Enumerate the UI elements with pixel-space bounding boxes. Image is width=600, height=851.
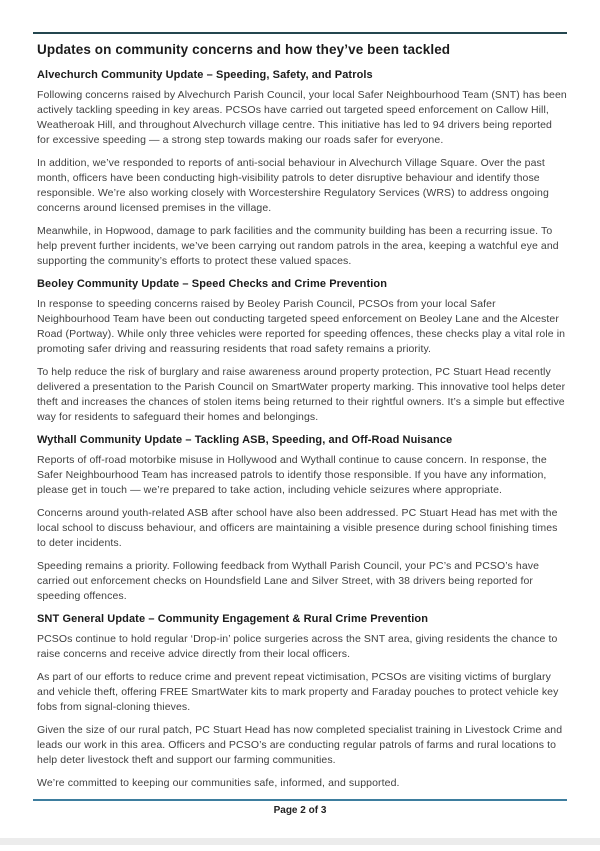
- paragraph: Given the size of our rural patch, PC Stuart Head has now completed specialist training in Livestock Crime and leads our work in this area. Officers and PCSO’s are conducting regular patrols of farms and rural locations to help deter livestock theft and support our farming communities.: [37, 724, 563, 766]
- section-heading-beoley: Beoley Community Update – Speed Checks and Crime Prevention: [37, 278, 388, 290]
- section-heading-wythall: Wythall Community Update – Tackling ASB, Speeding, and Off-Road Nuisance: [37, 434, 453, 446]
- top-rule: [33, 32, 567, 34]
- paragraph: Following concerns raised by Alvechurch Parish Council, your local Safer Neighbourhood Team (SNT) has been actively tackling speeding in key areas. PCSOs have carried out targeted speed enforcement on Callow Hill, Weatheroak Hill, and throughout Alvechurch village centre. This initiative has led to 94 drivers being reported for excessive speeding — a strong step towards making our roads safer for everyone.: [37, 89, 567, 146]
- paragraph: Reports of off-road motorbike misuse in Hollywood and Wythall continue to cause concern. In response, the Safer Neighbourhood Team has increased patrols to identify those responsible. If you have any information, please get in touch — we’re prepared to take action, including vehicle seizures where appropriate.: [37, 454, 547, 496]
- section-heading-snt-general: SNT General Update – Community Engagement & Rural Crime Prevention: [37, 613, 429, 625]
- paragraph: As part of our efforts to reduce crime and prevent repeat victimisation, PCSOs are visiting victims of burglary and vehicle theft, offering FREE SmartWater kits to mark property and Faraday pouches to protect vehicle key fobs from signal-cloning thieves.: [37, 671, 559, 713]
- page-number: Page 2 of 3: [273, 805, 327, 816]
- paragraph: To help reduce the risk of burglary and raise awareness around property protection, PC Stuart Head recently delivered a presentation to the Parish Council on SmartWater property marking. This innovative tool helps deter theft and increases the chances of stolen items being returned to their rightful owners. It’s a simple but effective way for residents to safeguard their homes and belongings.: [37, 366, 566, 423]
- paragraph: PCSOs continue to hold regular ‘Drop-in’ police surgeries across the SNT area, giving residents the chance to raise concerns and receive advice directly from their local officers.: [37, 633, 558, 660]
- paragraph: Meanwhile, in Hopwood, damage to park facilities and the community building has been a recurring issue. To help prevent further incidents, we’ve been carrying out random patrols in the area, keeping a watchful eye and supporting the community’s efforts to protect these valued spaces.: [37, 225, 559, 267]
- paragraph: In addition, we’ve responded to reports of anti-social behaviour in Alvechurch Village Square. Over the past month, officers have been conducting high-visibility patrols to deter disruptive behaviour and identify those responsible. We’re also working closely with Worcestershire Regulatory Services (WRS) to address ongoing concerns around licensed premises in the village.: [37, 157, 549, 214]
- paragraph: Speeding remains a priority. Following feedback from Wythall Parish Council, your PC’s and PCSO’s have carried out enforcement checks on Houndsfield Lane and Silver Street, with 38 drivers being reported for speeding offences.: [37, 560, 540, 602]
- paragraph: Concerns around youth-related ASB after school have also been addressed. PC Stuart Head has met with the local school to discuss behaviour, and officers are maintaining a visible presence during school finishing times to deter incidents.: [37, 507, 558, 549]
- paragraph: In response to speeding concerns raised by Beoley Parish Council, PCSOs from your local Safer Neighbourhood Team have been out conducting targeted speed enforcement on Beoley Lane and the Alcester Road (Portway). While only three vehicles were reported for speeding offences, these checks play a vital role in promoting safer driving and reassuring residents that road safety remains a priority.: [37, 298, 566, 355]
- page-edge-divider: [0, 838, 600, 845]
- section-heading-alvechurch: Alvechurch Community Update – Speeding, Safety, and Patrols: [37, 69, 373, 81]
- page-title: Updates on community concerns and how they’ve been tackled: [37, 42, 451, 57]
- paragraph: We’re committed to keeping our communities safe, informed, and supported.: [37, 777, 400, 789]
- footer-rule: [33, 799, 567, 801]
